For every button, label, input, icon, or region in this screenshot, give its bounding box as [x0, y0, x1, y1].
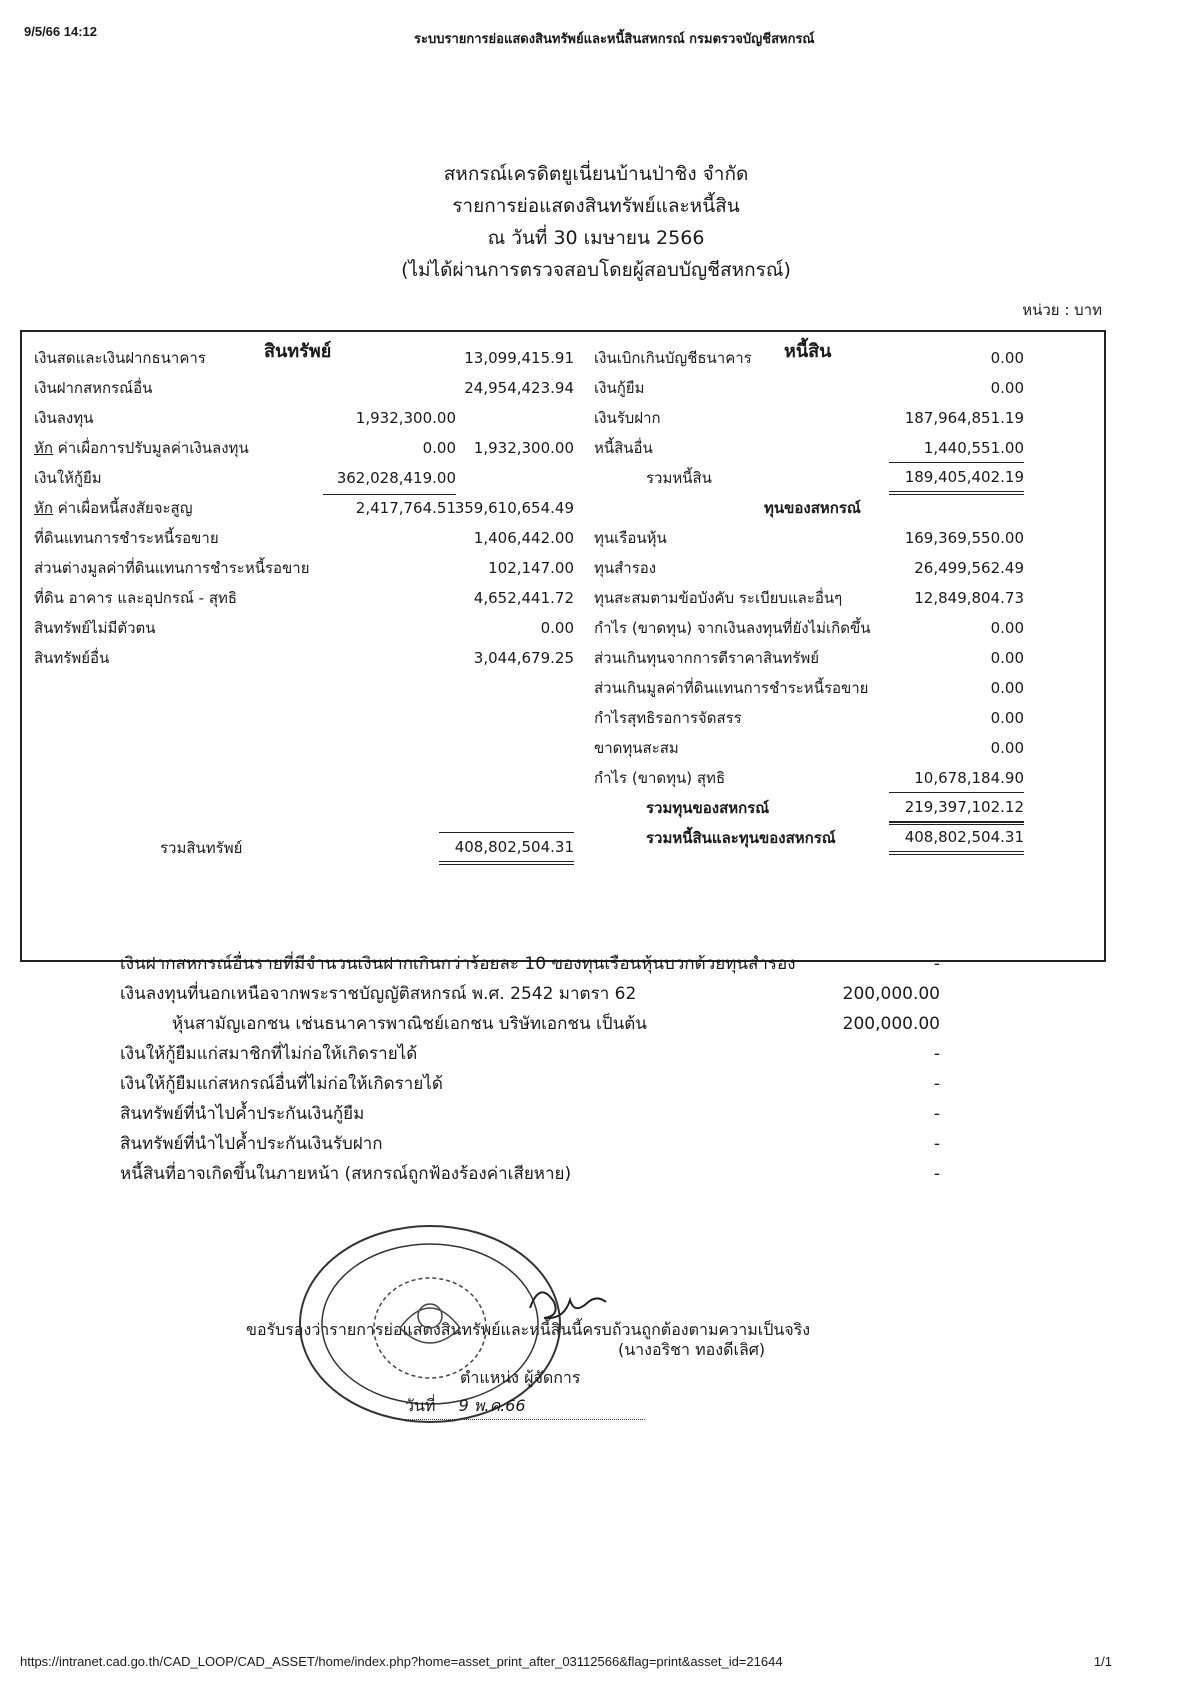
note-value: -	[933, 954, 940, 974]
note-value: -	[933, 1074, 940, 1094]
equity-row	[594, 702, 1024, 734]
note-value: -	[933, 1044, 940, 1064]
note-value: -	[933, 1134, 940, 1154]
note-row	[120, 1158, 940, 1190]
equity-total-amount: 219,397,102.12	[889, 792, 1024, 825]
asset-label-text: เงินให้กู้ยืม	[34, 469, 102, 487]
liability-row-amount: 187,964,851.19	[904, 409, 1024, 427]
equity-row-amount: 0.00	[990, 739, 1024, 757]
system-title: ระบบรายการย่อแสดงสินทรัพย์และหนี้สินสหกรณ์ กรมตรวจบัญชีสหกรณ์	[414, 32, 815, 47]
note-value: 200,000.00	[842, 984, 940, 1004]
asset-row	[34, 462, 574, 494]
asset-amount: 24,954,423.94	[464, 379, 574, 397]
equity-total	[594, 792, 1024, 824]
equity-row-label: ทุนสะสมตามข้อบังคับ ระเบียบและอื่นๆ	[594, 589, 843, 607]
equity-row-amount: 26,499,562.49	[914, 559, 1024, 577]
note-label: เงินให้กู้ยืมแก่สหกรณ์อื่นที่ไม่ก่อให้เกิดรายได้	[120, 1074, 443, 1094]
asset-row	[34, 642, 574, 674]
asset-amount: 1,406,442.00	[473, 529, 574, 547]
note-value: -	[933, 1164, 940, 1184]
asset-label-text: ค่าเผื่อหนี้สงสัยจะสูญ	[52, 499, 193, 517]
equity-row	[594, 582, 1024, 614]
note-row	[120, 1098, 940, 1130]
asset-amount: 3,044,679.25	[473, 649, 574, 667]
asset-sub-amount: 2,417,764.51	[355, 499, 456, 517]
asset-label	[34, 342, 206, 374]
note-label: หนี้สินที่อาจเกิดขึ้นในภายหน้า (สหกรณ์ถูกฟ้องร้องค่าเสียหาย)	[120, 1164, 572, 1184]
report-name: รายการย่อแสดงสินทรัพย์และหนี้สิน	[452, 195, 740, 217]
asset-amount: 13,099,415.91	[464, 349, 574, 367]
equity-row	[594, 732, 1024, 764]
asset-sub-amount: 1,932,300.00	[355, 409, 456, 427]
asset-label-text: ค่าเผื่อการปรับมูลค่าเงินลงทุน	[52, 439, 249, 457]
equity-row-amount: 12,849,804.73	[914, 589, 1024, 607]
grand-total-amount: 408,802,504.31	[889, 822, 1024, 855]
note-row	[120, 978, 940, 1010]
asset-row	[34, 372, 574, 404]
liability-row	[594, 372, 1024, 404]
asset-label-text: สินทรัพย์ไม่มีตัวตน	[34, 619, 156, 637]
note-row	[120, 1008, 940, 1040]
equity-row-amount: 0.00	[990, 619, 1024, 637]
liability-row-label: หนี้สินอื่น	[594, 439, 653, 457]
asset-label-text: สินทรัพย์อื่น	[34, 649, 110, 667]
footer-page: 1/1	[1093, 1654, 1112, 1669]
equity-row	[594, 612, 1024, 644]
asset-label-text: ที่ดินแทนการชำระหนี้รอขาย	[34, 529, 219, 547]
asset-label	[34, 552, 310, 584]
grand-total	[594, 822, 1024, 854]
asset-label-text: ที่ดิน อาคาร และอุปกรณ์ - สุทธิ	[34, 589, 238, 607]
liability-row-label: เงินเบิกเกินบัญชีธนาคาร	[594, 349, 752, 367]
note-label: เงินให้กู้ยืมแก่สมาชิกที่ไม่ก่อให้เกิดรายได้	[120, 1044, 418, 1064]
equity-row	[594, 642, 1024, 674]
asset-row	[34, 432, 574, 464]
equity-row	[594, 522, 1024, 554]
asset-label	[34, 432, 249, 464]
asset-amount: 359,610,654.49	[454, 499, 574, 517]
asset-sub-amount: 0.00	[422, 439, 456, 457]
equity-row-amount: 0.00	[990, 679, 1024, 697]
asset-label	[34, 372, 152, 404]
liability-row	[594, 432, 1024, 464]
equity-row-label: กำไรสุทธิรอการจัดสรร	[594, 709, 742, 727]
equity-row-label: ส่วนเกินทุนจากการตีราคาสินทรัพย์	[594, 649, 819, 667]
asset-label-text: เงินฝากสหกรณ์อื่น	[34, 379, 153, 397]
equity-row-label: ส่วนเกินมูลค่าที่ดินแทนการชำระหนี้รอขาย	[594, 679, 869, 697]
liability-row-amount: 0.00	[990, 379, 1024, 397]
asset-row	[34, 582, 574, 614]
asset-row	[34, 522, 574, 554]
asset-label	[34, 522, 219, 554]
note-label: เงินฝากสหกรณ์อื่นรายที่มีจำนวนเงินฝากเกินกว่าร้อยละ 10 ของทุนเรือนหุ้นบวกด้วยทุนสำรอง	[120, 954, 796, 974]
asset-row	[34, 342, 574, 374]
asset-row	[34, 492, 574, 524]
asset-label-prefix: หัก	[34, 499, 53, 517]
equity-row-label: กำไร (ขาดทุน) สุทธิ	[594, 769, 726, 787]
asset-label	[34, 642, 109, 674]
liability-row-label: เงินรับฝาก	[594, 409, 661, 427]
asset-label-text: เงินลงทุน	[34, 409, 94, 427]
note-value: 200,000.00	[842, 1014, 940, 1034]
note-row	[120, 1068, 940, 1100]
equity-row	[594, 552, 1024, 584]
note-label: สินทรัพย์ที่นำไปค้ำประกันเงินรับฝาก	[120, 1134, 383, 1154]
note-row	[120, 1038, 940, 1070]
note-row	[120, 948, 940, 980]
assets-total-row	[34, 832, 574, 864]
equity-row-amount: 10,678,184.90	[914, 769, 1024, 787]
note-label: หุ้นสามัญเอกชน เช่นธนาคารพาณิชย์เอกชน บริษัทเอกชน เป็นต้น	[172, 1014, 647, 1034]
asset-label-prefix: หัก	[34, 439, 53, 457]
liabilities-heading: หนี้สิน	[784, 341, 832, 362]
equity-row-label: ทุนสำรอง	[594, 559, 657, 577]
asset-label-text: เงินสดและเงินฝากธนาคาร	[34, 349, 206, 367]
liabilities-total-amount: 189,405,402.19	[889, 462, 1024, 495]
asset-amount: 0.00	[540, 619, 574, 637]
liability-row-label: เงินกู้ยืม	[594, 379, 645, 397]
assets-total-amount: 408,802,504.31	[439, 832, 574, 865]
asset-label	[34, 462, 102, 494]
equity-row-label: กำไร (ขาดทุน) จากเงินลงทุนที่ยังไม่เกิดขึ้น	[594, 619, 871, 637]
unit-label: หน่วย : บาท	[1022, 301, 1102, 319]
assets-total-label: รวมสินทรัพย์	[160, 839, 243, 857]
asset-label	[34, 402, 93, 434]
liability-row-amount: 1,440,551.00	[923, 439, 1024, 457]
equity-row	[594, 672, 1024, 704]
org-name: สหกรณ์เครดิตยูเนี่ยนบ้านป่าชิง จำกัด	[443, 163, 749, 185]
report-date: ณ วันที่ 30 เมษายน 2566	[487, 227, 705, 249]
asset-label	[34, 582, 237, 614]
equity-row-label: ทุนเรือนหุ้น	[594, 529, 667, 547]
asset-amount: 4,652,441.72	[473, 589, 574, 607]
asset-row	[34, 552, 574, 584]
equity-row-amount: 0.00	[990, 649, 1024, 667]
note-row	[120, 1128, 940, 1160]
report-titles	[0, 158, 1192, 286]
liabilities-total	[594, 462, 1024, 494]
equity-row	[594, 762, 1024, 794]
equity-row-label: ขาดทุนสะสม	[594, 739, 679, 757]
note-label: สินทรัพย์ที่นำไปค้ำประกันเงินกู้ยืม	[120, 1104, 365, 1124]
equity-row-amount: 0.00	[990, 709, 1024, 727]
liability-row	[594, 402, 1024, 434]
print-timestamp: 9/5/66 14:12	[24, 24, 98, 39]
sign-date-line	[405, 1394, 645, 1420]
grand-total-label: รวมหนี้สินและทุนของสหกรณ์	[646, 829, 836, 847]
footer-url: https://intranet.cad.go.th/CAD_LOOP/CAD_ASSET/home/index.php?home=asset_print_after_03112566&flag=print&asset_id=21644	[20, 1654, 783, 1669]
assets-heading: สินทรัพย์	[264, 341, 332, 362]
audit-note: (ไม่ได้ผ่านการตรวจสอบโดยผู้สอบบัญชีสหกรณ์)	[401, 259, 791, 281]
signature-scribble	[520, 1278, 630, 1326]
asset-row	[34, 402, 574, 434]
equity-row-amount: 169,369,550.00	[904, 529, 1024, 547]
equity-heading-label: ทุนของสหกรณ์	[764, 499, 861, 517]
asset-label	[34, 492, 192, 524]
sign-date-value: 9 พ.ค.66	[458, 1396, 526, 1415]
note-label: เงินลงทุนที่นอกเหนือจากพระราชบัญญัติสหกรณ์ พ.ศ. 2542 มาตรา 62	[120, 984, 637, 1004]
note-value: -	[933, 1104, 940, 1124]
asset-amount: 1,932,300.00	[473, 439, 574, 457]
asset-label-text: ส่วนต่างมูลค่าที่ดินแทนการชำระหนี้รอขาย	[34, 559, 310, 577]
equity-heading	[594, 492, 1024, 524]
asset-amount: 102,147.00	[488, 559, 574, 577]
liability-row	[594, 342, 1024, 374]
certification-text: ขอรับรองว่ารายการย่อแสดงสินทรัพย์และหนี้สินนี้ครบถ้วนถูกต้องตามความเป็นจริง	[246, 1320, 811, 1339]
equity-total-label: รวมทุนของสหกรณ์	[646, 799, 770, 817]
asset-sub-amount: 362,028,419.00	[323, 462, 456, 495]
asset-label	[34, 612, 156, 644]
signer-name: (นางอริชา ทองดีเลิศ)	[618, 1340, 766, 1359]
liabilities-total-label: รวมหนี้สิน	[646, 469, 712, 487]
signer-position: ตำแหน่ง ผู้จัดการ	[460, 1368, 581, 1387]
sign-date-label: วันที่	[405, 1396, 436, 1415]
asset-row	[34, 612, 574, 644]
liability-row-amount: 0.00	[990, 349, 1024, 367]
